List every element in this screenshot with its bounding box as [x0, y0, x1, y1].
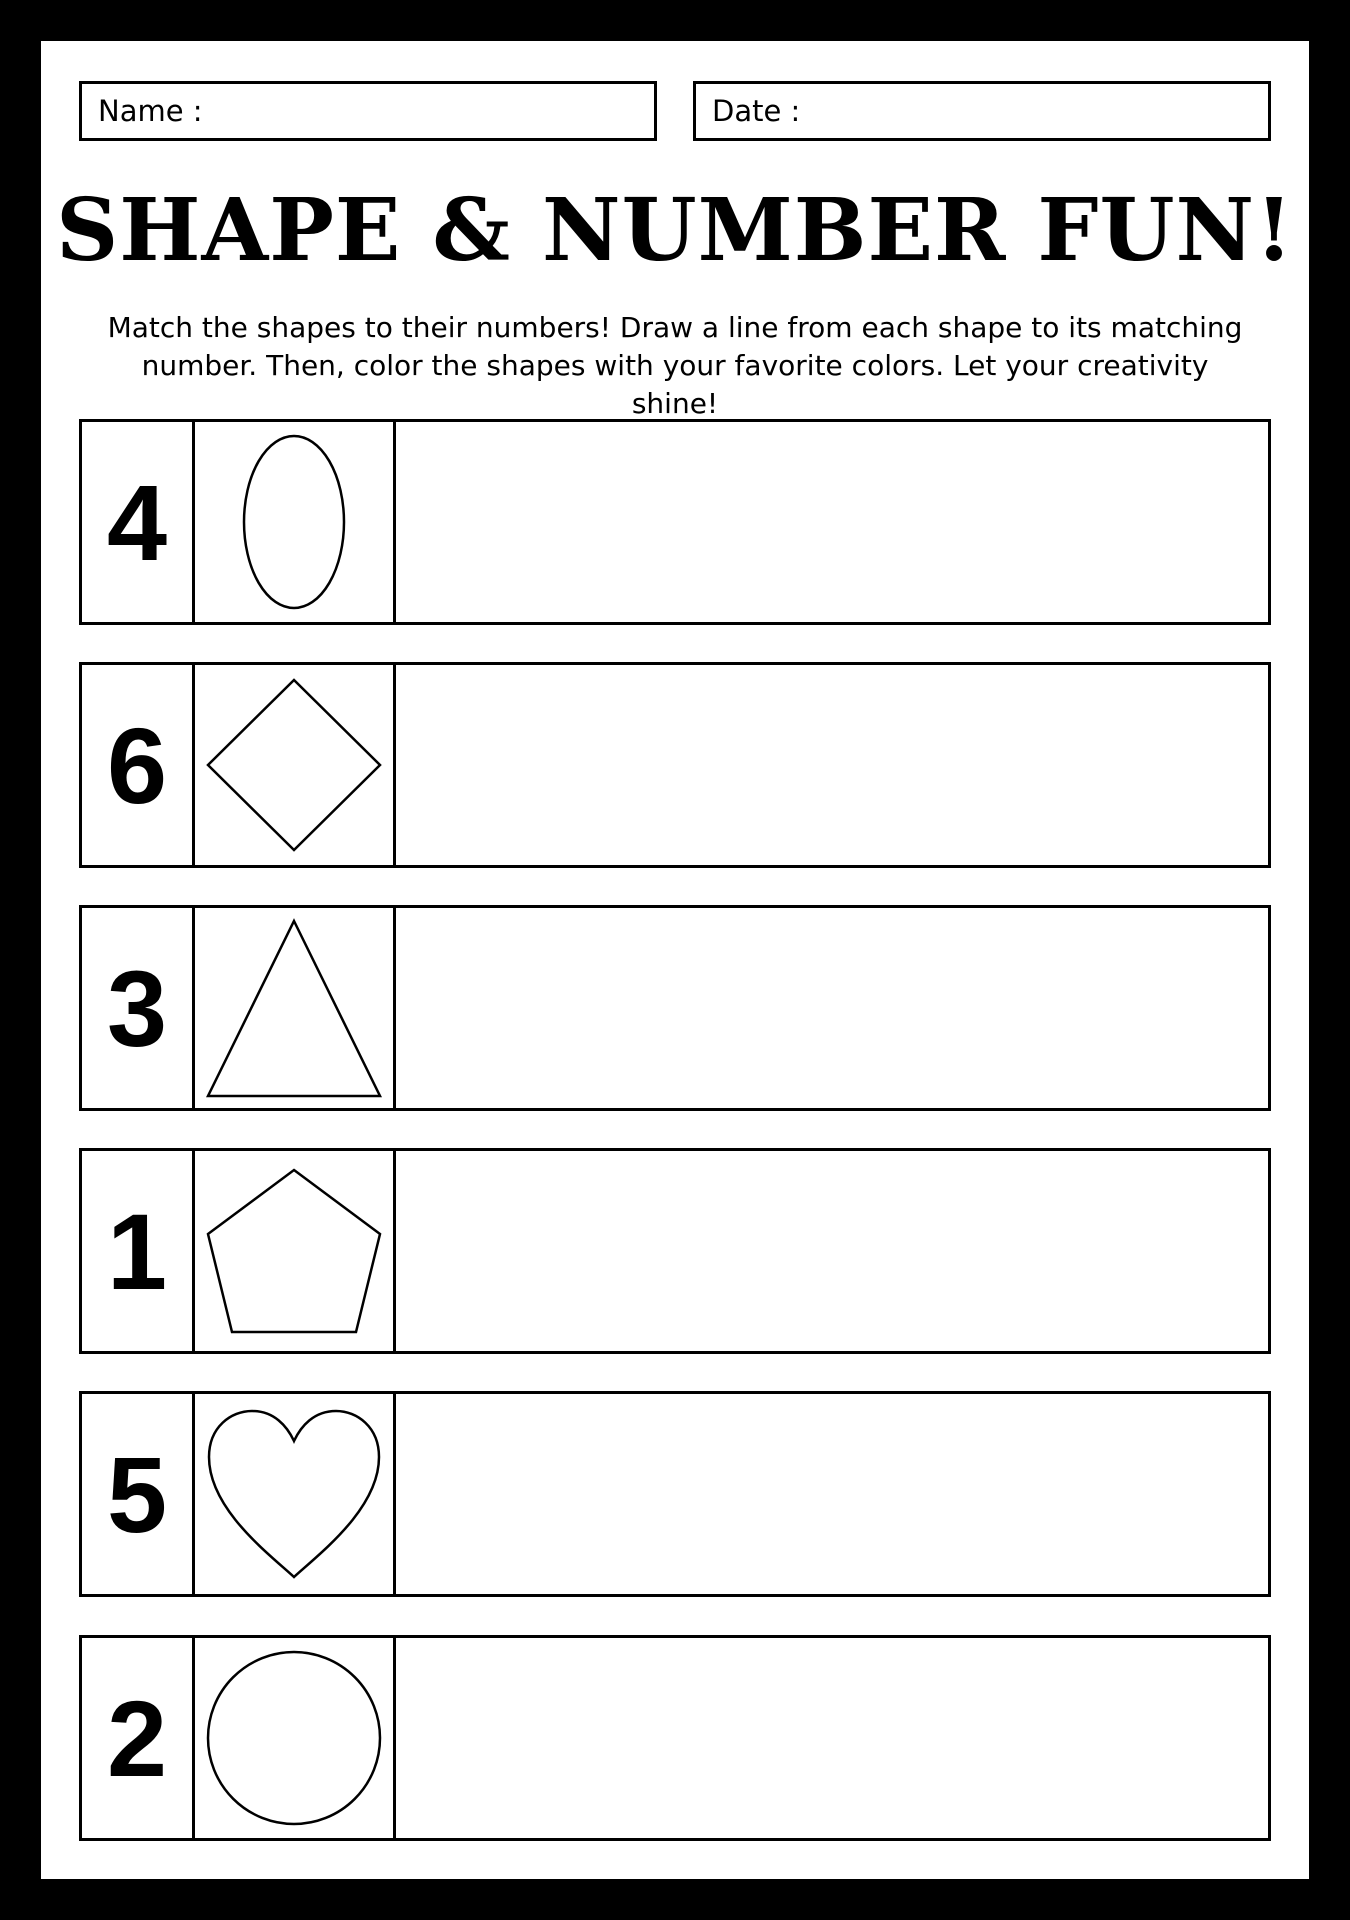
worksheet-page — [41, 41, 1309, 1879]
match-line-area[interactable] — [396, 1394, 1268, 1594]
shape-cell — [192, 1151, 396, 1351]
row-number: 5 — [106, 1433, 168, 1555]
triangle-icon[interactable] — [199, 913, 389, 1103]
row-number: 6 — [106, 704, 168, 826]
match-line-area[interactable] — [396, 908, 1268, 1108]
heart-icon[interactable] — [199, 1399, 389, 1589]
date-label: Date : — [712, 94, 801, 128]
match-line-area[interactable] — [396, 422, 1268, 622]
oval-icon[interactable] — [199, 427, 389, 617]
match-row — [79, 1635, 1271, 1841]
shape-cell — [192, 665, 396, 865]
name-field[interactable] — [79, 81, 657, 141]
row-number: 3 — [106, 947, 168, 1069]
instructions-text: Match the shapes to their numbers! Draw a line from each shape to its matching number. Then, color the shapes with your favorite colors. Let your creativity shine! — [107, 311, 1243, 420]
match-row — [79, 662, 1271, 868]
match-line-area[interactable] — [396, 665, 1268, 865]
page-title: SHAPE & NUMBER FUN! — [56, 180, 1294, 281]
pentagon-icon[interactable] — [199, 1156, 389, 1346]
date-field[interactable] — [693, 81, 1271, 141]
row-number: 2 — [106, 1677, 168, 1799]
circle-icon[interactable] — [199, 1643, 389, 1833]
match-row — [79, 1148, 1271, 1354]
shape-cell — [192, 422, 396, 622]
row-number: 4 — [106, 461, 168, 583]
shape-cell — [192, 1638, 396, 1838]
match-row — [79, 1391, 1271, 1597]
shape-cell — [192, 1394, 396, 1594]
match-row — [79, 419, 1271, 625]
row-number: 1 — [106, 1190, 168, 1312]
match-line-area[interactable] — [396, 1151, 1268, 1351]
name-label: Name : — [98, 94, 203, 128]
match-line-area[interactable] — [396, 1638, 1268, 1838]
match-row — [79, 905, 1271, 1111]
diamond-icon[interactable] — [199, 670, 389, 860]
shape-cell — [192, 908, 396, 1108]
